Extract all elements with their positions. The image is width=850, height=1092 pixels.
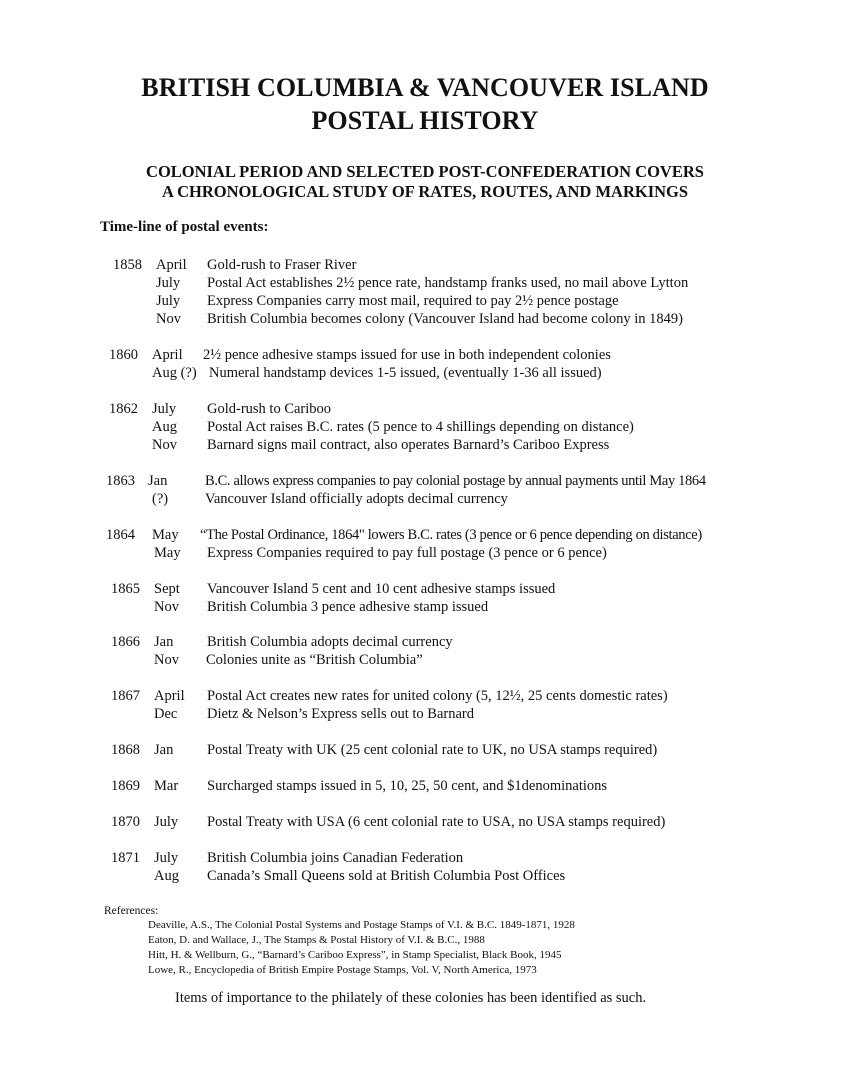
timeline-row	[0, 274, 850, 292]
event-text: Dietz & Nelson’s Express sells out to Barnard	[207, 706, 474, 722]
timeline-group-1866	[0, 633, 850, 669]
timeline-row	[0, 526, 850, 544]
timeline-row	[0, 867, 850, 885]
event-month: April	[154, 688, 185, 704]
event-text: Postal Treaty with UK (25 cent colonial rate to UK, no USA stamps required)	[207, 742, 658, 758]
event-month: Nov	[154, 652, 179, 668]
reference-item: Eaton, D. and Wallace, J., The Stamps & Postal History of V.I. & B.C., 1988	[148, 934, 485, 946]
event-month: Sept	[154, 581, 180, 597]
event-month: Aug	[152, 419, 177, 435]
event-month: Aug	[154, 868, 179, 884]
event-text: Numeral handstamp devices 1-5 issued, (eventually 1-36 all issued)	[209, 365, 602, 381]
event-text: British Columbia becomes colony (Vancouver Island had become colony in 1849)	[207, 311, 683, 327]
timeline-row	[0, 310, 850, 328]
event-month: April	[152, 347, 183, 363]
event-month: May	[154, 545, 181, 561]
event-text: British Columbia adopts decimal currency	[207, 634, 453, 650]
timeline-row	[0, 346, 850, 364]
event-year: 1865	[111, 581, 140, 597]
event-month: July	[152, 401, 177, 417]
event-text: British Columbia joins Canadian Federation	[207, 850, 464, 866]
event-month: Nov	[156, 311, 181, 327]
timeline-row	[0, 633, 850, 651]
event-month: Nov	[154, 599, 179, 615]
title-line-1: BRITISH COLUMBIA & VANCOUVER ISLAND	[141, 73, 709, 102]
event-month: Jan	[154, 742, 174, 758]
timeline-row	[0, 777, 850, 795]
event-text: Postal Act creates new rates for united colony (5, 12½, 25 cents domestic rates)	[207, 688, 668, 704]
timeline-group-1869	[0, 777, 850, 795]
event-month: July	[154, 814, 179, 830]
timeline-group-1862	[0, 400, 850, 454]
timeline-group-1858	[0, 256, 850, 328]
timeline-row	[0, 705, 850, 723]
timeline-group-1867	[0, 687, 850, 723]
event-text: B.C. allows express companies to pay colonial postage by annual payments until May 1864	[205, 473, 706, 489]
timeline-group-1864	[0, 526, 850, 562]
event-month: July	[156, 275, 181, 291]
timeline-row	[0, 849, 850, 867]
event-year: 1866	[111, 634, 140, 650]
reference-item: Deaville, A.S., The Colonial Postal Systems and Postage Stamps of V.I. & B.C. 1849-1871, 1928	[148, 919, 575, 931]
timeline-row	[0, 813, 850, 831]
event-text: 2½ pence adhesive stamps issued for use in both independent colonies	[203, 347, 611, 363]
event-month: (?)	[152, 491, 169, 507]
timeline-row	[0, 364, 850, 382]
event-text: Gold-rush to Cariboo	[207, 401, 332, 417]
timeline-group-1870	[0, 813, 850, 831]
timeline-row	[0, 292, 850, 310]
event-month: Nov	[152, 437, 177, 453]
event-year: 1864	[106, 527, 135, 543]
event-year: 1871	[111, 850, 140, 866]
event-month: Dec	[154, 706, 178, 722]
event-text: Colonies unite as “British Columbia”	[206, 652, 423, 668]
footer-note: Items of importance to the philately of these colonies has been identified as such.	[175, 990, 647, 1006]
timeline-row	[0, 741, 850, 759]
event-year: 1858	[113, 257, 142, 273]
event-month: April	[156, 257, 187, 273]
event-year: 1860	[109, 347, 138, 363]
subtitle-line-1: COLONIAL PERIOD AND SELECTED POST-CONFEDERATION COVERS	[146, 162, 704, 181]
event-year: 1869	[111, 778, 140, 794]
references-list	[148, 918, 575, 978]
event-text: Canada’s Small Queens sold at British Columbia Post Offices	[207, 868, 566, 884]
timeline-group-1868	[0, 741, 850, 759]
reference-item: Lowe, R., Encyclopedia of British Empire Postage Stamps, Vol. V, North America, 1973	[148, 964, 537, 976]
event-text: Surcharged stamps issued in 5, 10, 25, 50 cent, and $1denominations	[207, 778, 608, 794]
title-line-2: POSTAL HISTORY	[311, 106, 539, 135]
event-text: Vancouver Island officially adopts decimal currency	[205, 491, 508, 507]
timeline-group-1865	[0, 580, 850, 616]
event-month: Jan	[154, 634, 174, 650]
subtitle-line-2: A CHRONOLOGICAL STUDY OF RATES, ROUTES, AND MARKINGS	[161, 182, 689, 201]
event-month: July	[154, 850, 179, 866]
timeline-row	[0, 687, 850, 705]
event-text: Postal Act establishes 2½ pence rate, handstamp franks used, no mail above Lytton	[207, 275, 689, 291]
timeline-group-1860	[0, 346, 850, 382]
references-heading: References:	[104, 905, 159, 917]
event-month: Aug (?)	[152, 365, 197, 381]
event-month: May	[152, 527, 179, 543]
timeline-row	[0, 490, 850, 508]
event-month: Mar	[154, 778, 179, 794]
timeline-row	[0, 436, 850, 454]
event-text: Postal Treaty with USA (6 cent colonial rate to USA, no USA stamps required)	[207, 814, 666, 830]
timeline-row	[0, 400, 850, 418]
event-text: Express Companies carry most mail, required to pay 2½ pence postage	[207, 293, 619, 309]
timeline-group-1871	[0, 849, 850, 885]
timeline-row	[0, 651, 850, 669]
timeline-row	[0, 580, 850, 598]
event-text: Gold-rush to Fraser River	[207, 257, 357, 273]
event-text: Vancouver Island 5 cent and 10 cent adhesive stamps issued	[207, 581, 556, 597]
timeline-row	[0, 418, 850, 436]
event-year: 1863	[106, 473, 135, 489]
event-month: Jan	[148, 473, 168, 489]
event-text: British Columbia 3 pence adhesive stamp issued	[207, 599, 489, 615]
event-text: “The Postal Ordinance, 1864" lowers B.C. rates (3 pence or 6 pence depending on distance)	[200, 527, 702, 543]
event-year: 1870	[111, 814, 140, 830]
event-text: Express Companies required to pay full postage (3 pence or 6 pence)	[207, 545, 607, 561]
event-year: 1867	[111, 688, 140, 704]
event-month: July	[156, 293, 181, 309]
timeline-heading: Time-line of postal events:	[100, 219, 269, 235]
event-text: Postal Act raises B.C. rates (5 pence to 4 shillings depending on distance)	[207, 419, 634, 435]
timeline-row	[0, 544, 850, 562]
timeline-row	[0, 472, 850, 490]
event-year: 1868	[111, 742, 140, 758]
timeline-group-1863	[0, 472, 850, 508]
timeline-row	[0, 256, 850, 274]
timeline-row	[0, 598, 850, 616]
event-year: 1862	[109, 401, 138, 417]
event-text: Barnard signs mail contract, also operates Barnard’s Cariboo Express	[207, 437, 610, 453]
reference-item: Hitt, H. & Wellburn, G., “Barnard’s Cariboo Express”, in Stamp Specialist, Black Book, 1945	[148, 949, 562, 961]
